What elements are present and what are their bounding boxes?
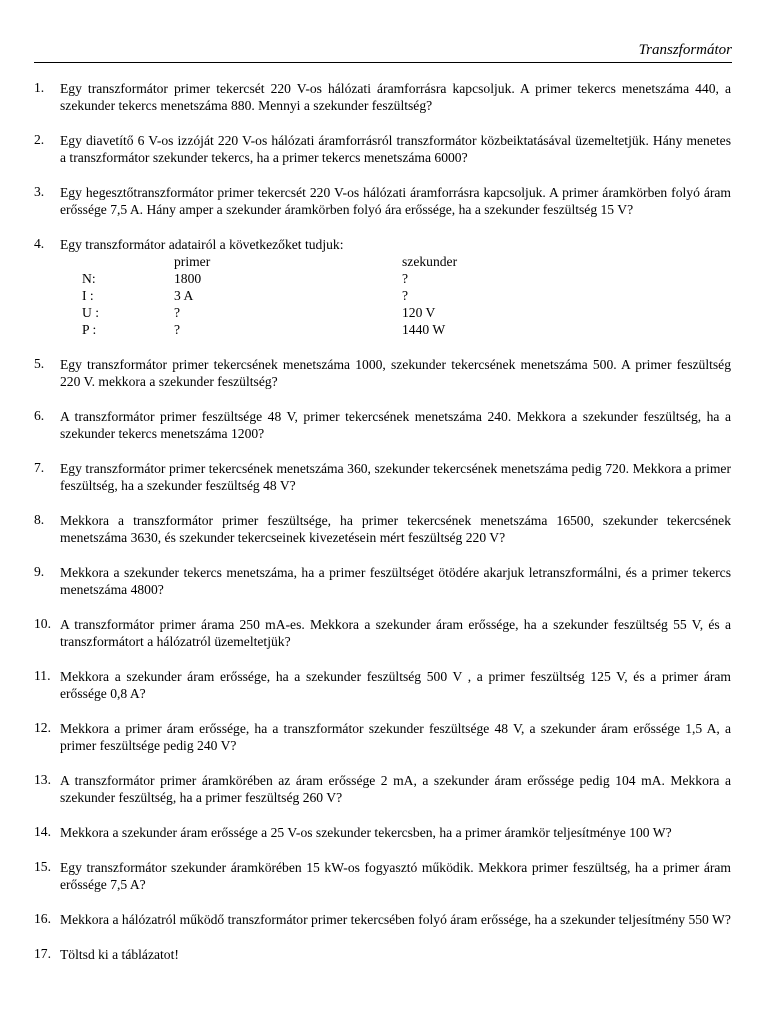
exercise-text: Mekkora a transzformátor primer feszültsége, ha primer tekercsének menetszáma 16500, szekunder tekercsének menetszáma 3630, és szekunder tekercseinek kivezetésein mért feszültség 220 V?: [60, 513, 731, 545]
exercise-text: A transzformátor primer árama 250 mA-es. Mekkora a szekunder áram erőssége, ha a szekunder feszültség 55 V, és a transzformátort a hálózatról üzemeltetjük?: [60, 617, 731, 649]
exercise-text: A transzformátor primer feszültsége 48 V, primer tekercsének menetszáma 240. Mekkora a szekunder feszültség, ha a szekunder tekercs menetszáma 1200?: [60, 409, 731, 441]
exercise-number: 7.: [34, 460, 45, 475]
page-header: [34, 40, 732, 63]
exercise-item: [34, 859, 731, 893]
exercise-number: 10.: [34, 616, 51, 631]
exercise-number: 8.: [34, 512, 45, 527]
table-cell: P :: [82, 322, 97, 337]
exercise-item: [34, 911, 731, 928]
document-title: Transzformátor: [638, 42, 732, 58]
table-cell: ?: [402, 288, 409, 303]
transformer-data-table: [82, 253, 731, 338]
table-cell: 1800: [174, 271, 202, 286]
table-cell: ?: [174, 322, 181, 337]
exercise-text: Egy transzformátor adatairól a következőket tudjuk:: [60, 237, 344, 252]
exercise-text: Mekkora a szekunder áram erőssége a 25 V-os szekunder tekercsben, ha a primer áramkör teljesítménye 100 W?: [60, 825, 672, 840]
exercise-item: [34, 668, 731, 702]
table-cell: I :: [82, 288, 94, 303]
exercise-text: Egy transzformátor primer tekercsének menetszáma 1000, szekunder tekercsének menetszáma 500. A primer feszültség 220 V. mekkora a szekunder feszültség?: [60, 357, 731, 389]
exercise-text: Egy transzformátor primer tekercsének menetszáma 360, szekunder tekercsének menetszáma pedig 720. Mekkora a primer feszültség, ha a szekunder feszültség 48 V?: [60, 461, 731, 493]
table-cell: 3 A: [174, 288, 194, 303]
table-cell: ?: [402, 271, 409, 286]
table-header-cell: szekunder: [402, 254, 458, 269]
exercise-number: 3.: [34, 184, 45, 199]
exercise-item: [34, 80, 731, 114]
exercise-text: Mekkora a hálózatról működő transzformátor primer tekercsében folyó áram erőssége, ha a szekunder teljesítmény 550 W?: [60, 912, 731, 927]
exercise-text: Egy transzformátor szekunder áramkörében 15 kW-os fogyasztó működik. Mekkora primer feszültség, ha a primer áram erőssége 7,5 A?: [60, 860, 731, 892]
exercise-item: [34, 772, 731, 806]
exercise-text: Mekkora a szekunder tekercs menetszáma, ha a primer feszültséget ötödére akarjuk letranszformálni, és a primer tekercs menetszáma 4800?: [60, 565, 731, 597]
exercise-number: 15.: [34, 859, 51, 874]
exercise-number: 12.: [34, 720, 51, 735]
exercise-text: Töltsd ki a táblázatot!: [60, 947, 179, 962]
exercise-number: 1.: [34, 80, 45, 95]
exercise-number: 14.: [34, 824, 51, 839]
exercise-item: [34, 946, 731, 963]
exercise-number: 9.: [34, 564, 45, 579]
exercise-item: [34, 236, 731, 338]
exercise-item: [34, 356, 731, 390]
exercise-number: 5.: [34, 356, 45, 371]
exercise-item: [34, 720, 731, 754]
exercise-number: 11.: [34, 668, 51, 683]
exercise-item: [34, 408, 731, 442]
exercise-item: [34, 512, 731, 546]
exercise-number: 4.: [34, 236, 45, 251]
table-cell: 120 V: [402, 305, 436, 320]
exercise-item: [34, 184, 731, 218]
table-header-cell: primer: [174, 254, 211, 269]
exercise-number: 2.: [34, 132, 45, 147]
exercise-item: [34, 824, 731, 841]
table-cell: U :: [82, 305, 99, 320]
table-cell: 1440 W: [402, 322, 446, 337]
exercise-number: 6.: [34, 408, 45, 423]
table-cell: ?: [174, 305, 181, 320]
exercise-number: 13.: [34, 772, 51, 787]
exercise-text: A transzformátor primer áramkörében az áram erőssége 2 mA, a szekunder áram erőssége pedig 104 mA. Mekkora a szekunder feszültség, ha a primer feszültség 260 V?: [60, 773, 731, 805]
exercise-text: Egy hegesztőtranszformátor primer tekercsét 220 V-os hálózati áramforrásra kapcsoljuk. A primer áramkörben folyó áram erőssége 7,5 A. Hány amper a szekunder áramkörben folyó ára erőssége, ha a szekunder feszültség 15 V?: [60, 185, 731, 217]
exercise-text: Egy transzformátor primer tekercsét 220 V-os hálózati áramforrásra kapcsoljuk. A primer tekercs menetszáma 440, a szekunder tekercs menetszáma 880. Mennyi a szekunder feszültség?: [60, 81, 731, 113]
exercise-list: [34, 80, 731, 981]
exercise-number: 17.: [34, 946, 51, 961]
exercise-number: 16.: [34, 911, 51, 926]
exercise-item: [34, 132, 731, 166]
exercise-item: [34, 460, 731, 494]
exercise-item: [34, 564, 731, 598]
exercise-text: Mekkora a primer áram erőssége, ha a transzformátor szekunder feszültsége 48 V, a szekunder áram erőssége 1,5 A, a primer feszültsége pedig 240 V?: [60, 721, 731, 753]
exercise-text: Egy diavetítő 6 V-os izzóját 220 V-os hálózati áramforrásról transzformátor közbeiktatásával üzemeltetjük. Hány menetes a transzformátor szekunder tekercs, ha a primer tekercs menetszáma 6000?: [60, 133, 731, 165]
exercise-text: Mekkora a szekunder áram erőssége, ha a szekunder feszültség 500 V , a primer feszültség 125 V, és a primer áram erőssége 0,8 A?: [60, 669, 731, 701]
table-cell: N:: [82, 271, 96, 286]
table-header-cell: [82, 253, 174, 270]
exercise-item: [34, 616, 731, 650]
